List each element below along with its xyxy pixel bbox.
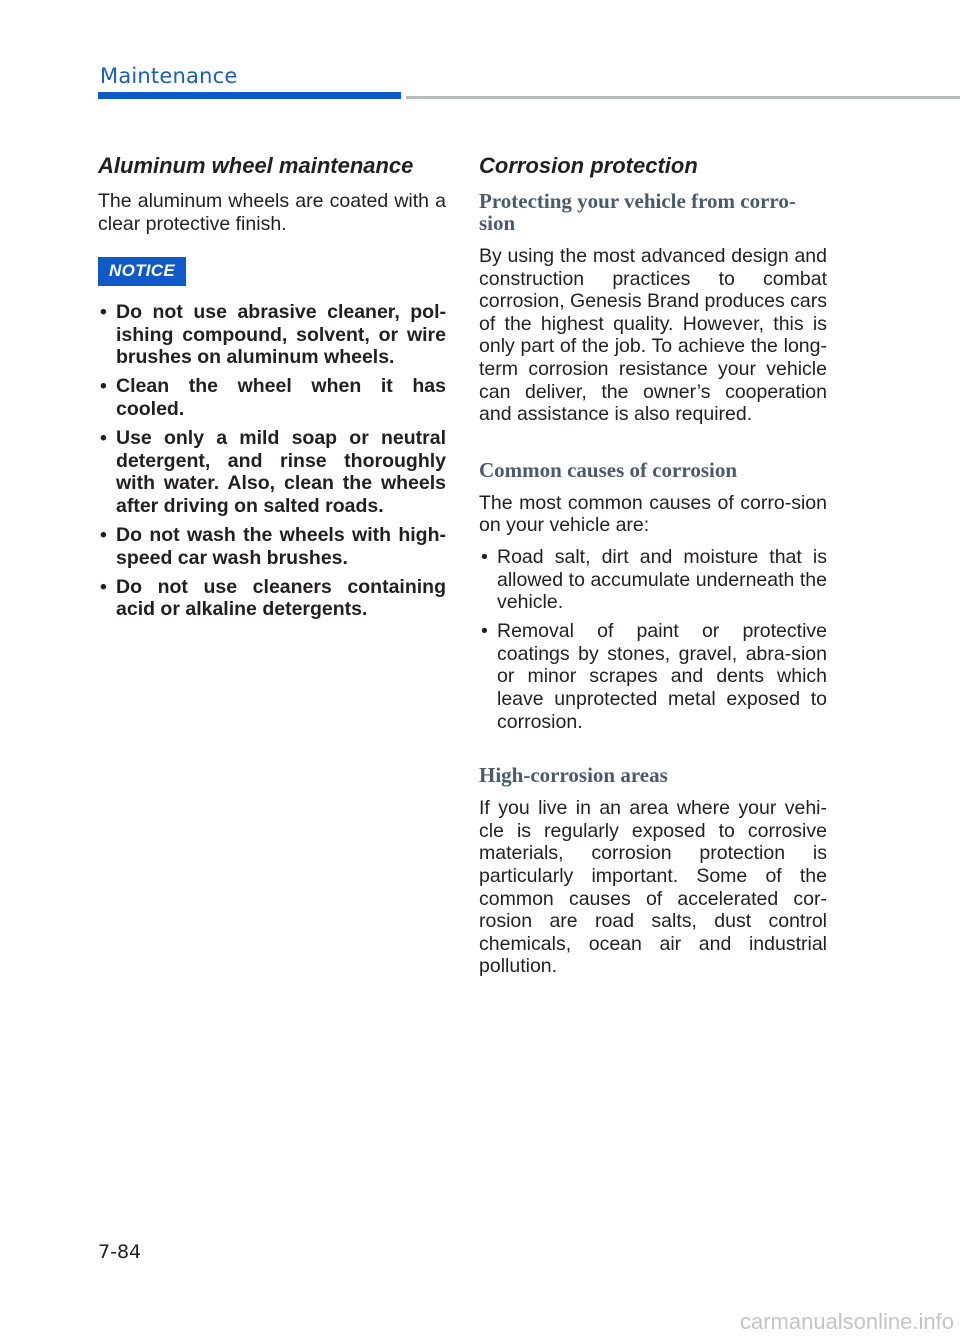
bullet-icon: • xyxy=(100,301,107,324)
header-accent-bar xyxy=(98,92,401,99)
bullet-icon: • xyxy=(100,375,107,398)
common-causes-text: The most common causes of corro-sion on your vehicle are: xyxy=(479,491,827,537)
bullet-icon: • xyxy=(481,620,488,643)
high-corrosion-text: If you live in an area where your vehi-cle is regularly exposed to corrosive materials, corrosion protection is particularly important. Some of the common causes of accelerated cor-rosion are road salts, dust control chemicals, ocean air and industrial pollution. xyxy=(479,797,827,978)
list-item xyxy=(98,375,446,420)
wheel-maintenance-heading: Aluminum wheel maintenance xyxy=(98,153,414,178)
list-item-text: Clean the wheel when it has cooled. xyxy=(116,375,446,421)
bullet-icon: • xyxy=(100,524,107,547)
causes-list xyxy=(479,546,827,733)
protecting-vehicle-text: By using the most advanced design and construction practices to combat corrosion, Genesis Brand produces cars of the highest quality. However, this is only part of the job. To achieve the long-term corrosion resistance your vehicle can deliver, the owner’s cooperation and assistance is also required. xyxy=(479,245,827,426)
list-item xyxy=(479,546,827,614)
notice-list xyxy=(98,301,446,621)
list-item xyxy=(98,301,446,369)
section-title: Maintenance xyxy=(100,64,238,88)
list-item xyxy=(479,620,827,733)
list-item-text: Road salt, dirt and moisture that is allowed to accumulate underneath the vehicle. xyxy=(497,545,827,614)
corrosion-protection-heading: Corrosion protection xyxy=(479,153,698,178)
list-item xyxy=(98,427,446,517)
header-rule xyxy=(406,96,960,99)
left-column xyxy=(98,152,446,627)
notice-badge: NOTICE xyxy=(98,257,186,286)
wheel-intro-text: The aluminum wheels are coated with a clear protective finish. xyxy=(98,190,446,235)
page-number: 7-84 xyxy=(98,1241,142,1263)
bullet-icon: • xyxy=(100,427,107,450)
list-item-text: Removal of paint or protective coatings by stones, gravel, abra-sion or minor scrapes and dents which leave unprotected metal exposed to corrosion. xyxy=(497,620,827,733)
list-item-text: Use only a mild soap or neutral detergent, and rinse thoroughly with water. Also, clean the wheels after driving on salted roads. xyxy=(116,427,446,517)
bullet-icon: • xyxy=(481,545,488,568)
list-item xyxy=(98,576,446,621)
protecting-vehicle-subheading: Protecting your vehicle from corro-sion xyxy=(479,189,796,235)
list-item-text: Do not wash the wheels with high-speed car wash brushes. xyxy=(116,524,446,569)
list-item-text: Do not use abrasive cleaner, pol-ishing compound, solvent, or wire brushes on aluminum wheels. xyxy=(116,301,446,369)
high-corrosion-subheading: High-corrosion areas xyxy=(479,763,668,788)
list-item xyxy=(98,524,446,569)
list-item-text: Do not use cleaners containing acid or alkaline detergents. xyxy=(116,575,446,621)
right-column xyxy=(479,152,827,978)
bullet-icon: • xyxy=(100,575,107,598)
watermark: carmanualsonline.info xyxy=(739,1309,954,1334)
common-causes-subheading: Common causes of corrosion xyxy=(479,457,738,482)
